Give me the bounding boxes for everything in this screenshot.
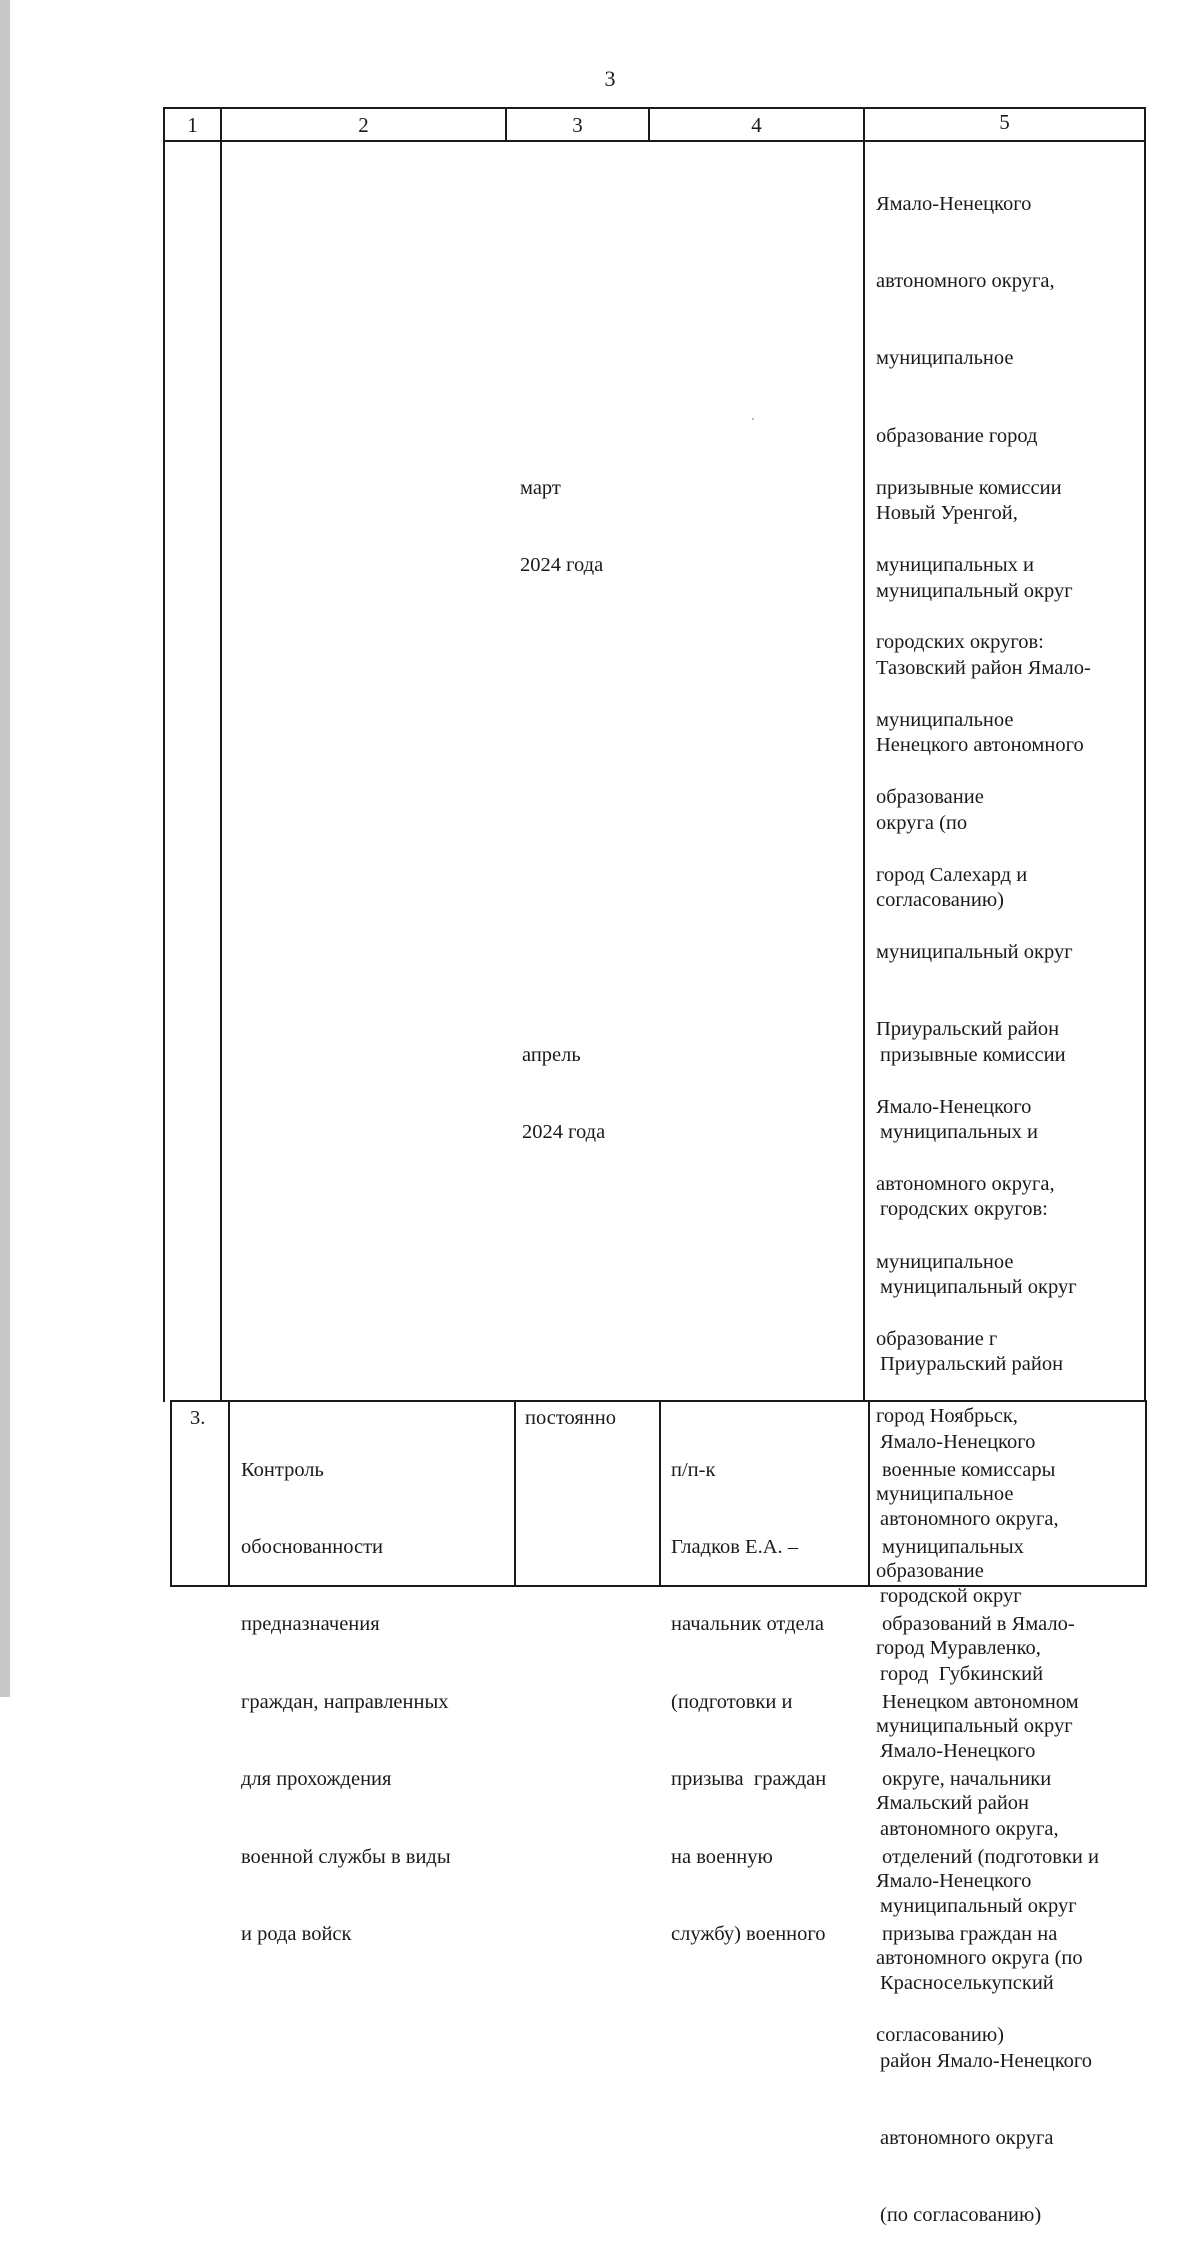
cell-line: образование: [876, 1560, 984, 1583]
march-date-cell: [520, 424, 603, 605]
cell-line: Ямальский район: [876, 1792, 1030, 1815]
cell-line: муниципальный округ: [880, 1894, 1077, 1917]
header-col-5: 5: [999, 110, 1010, 134]
cell-line: призыва граждан на: [882, 1922, 1058, 1945]
cell-line: начальник отдела: [671, 1613, 824, 1636]
cell-line: автономного округа (по: [876, 1947, 1083, 1970]
cell-line: округе, начальники: [882, 1768, 1052, 1791]
cell-line: Ямало-Ненецкого: [876, 192, 1032, 215]
cell-line: городских округов:: [880, 1198, 1048, 1221]
cell-line: призыва граждан: [671, 1768, 827, 1791]
cell-line: муниципальное: [876, 347, 1014, 370]
col-border-1-2: [220, 107, 222, 1402]
april-date-cell: [522, 991, 605, 1172]
cell-line: муниципальных: [882, 1535, 1024, 1558]
cell-line: Красноселькупский: [880, 1972, 1054, 1995]
cell-line: предназначения: [241, 1613, 380, 1636]
cell-line: муниципальный округ: [880, 1275, 1077, 1298]
table-top-border: [163, 107, 1145, 109]
cell-line: город Ноябрьск,: [876, 1405, 1018, 1428]
row3-border-1-2: [228, 1400, 230, 1587]
row3-activity-cell: [241, 1406, 451, 1974]
cell-line: военной службы в виды: [241, 1845, 451, 1868]
cell-line: призывные комиссии: [880, 1043, 1066, 1066]
date-year: 2024 года: [522, 1120, 606, 1143]
cell-line: согласованию): [876, 2024, 1004, 2047]
row3-number-cell: 3.: [190, 1407, 206, 1429]
cell-line: муниципальных и: [880, 1120, 1039, 1143]
cell-line: Новый Уренгой,: [876, 502, 1018, 525]
row3-executor-cell: [671, 1406, 826, 1974]
cell-line: Ямало-Ненецкого: [876, 1095, 1032, 1118]
cell-line: Контроль: [241, 1458, 324, 1481]
cell-line: Ямало-Ненецкого: [876, 1869, 1032, 1892]
cell-line: (по согласованию): [880, 2204, 1042, 2227]
cell-line: образование: [876, 786, 984, 809]
header-col-1: 1: [187, 113, 198, 137]
page-number: 3: [604, 66, 616, 91]
header-col-3: 3: [572, 113, 583, 137]
cell-line: Гладков Е.А. –: [671, 1535, 798, 1558]
cell-line: отделений (подготовки и: [882, 1845, 1099, 1868]
row3-border-2-3: [514, 1400, 516, 1587]
cell-line: муниципальное: [876, 1482, 1014, 1505]
row3-deadline-cell: постоянно: [525, 1407, 616, 1429]
cell-line: город Салехард и: [876, 863, 1028, 886]
cell-line: автономного округа,: [876, 269, 1055, 292]
cell-line: Тазовский район Ямало-: [876, 656, 1091, 679]
cell-line: обоснованности: [241, 1535, 383, 1558]
cell-line: Ненецкого автономного: [876, 734, 1084, 757]
scan-edge-strip: [0, 0, 10, 1697]
cell-line: военные комиссары: [882, 1458, 1056, 1481]
row3-border-right: [1145, 1400, 1147, 1587]
col-border-right: [1144, 107, 1146, 1402]
cell-line: образований в Ямало-: [882, 1613, 1075, 1636]
row3-border-4-5: [868, 1400, 870, 1587]
col-border-left: [163, 107, 165, 1402]
cell-line: Приуральский район: [876, 1018, 1060, 1041]
cell-line: город Губкинский: [880, 1662, 1044, 1685]
cell-line: Ямало-Ненецкого: [880, 1430, 1036, 1453]
cell-line: муниципальный округ: [876, 1714, 1073, 1737]
cell-line: п/п-к: [671, 1458, 716, 1481]
date-month: март: [520, 476, 561, 499]
cell-line: граждан, направленных: [241, 1690, 449, 1713]
cell-line: автономного округа: [880, 2127, 1054, 2150]
cell-line: службу) военного: [671, 1922, 826, 1945]
cell-line: Приуральский район: [880, 1353, 1064, 1376]
cell-line: городских округов:: [876, 631, 1044, 654]
row3-responsible-cell: [882, 1406, 1099, 1974]
col-border-4-5: [863, 107, 865, 1402]
cell-line: согласованию): [876, 889, 1004, 912]
cell-line: округа (по: [876, 811, 968, 834]
cell-line: город Муравленко,: [876, 1637, 1041, 1660]
cell-line: образование г: [876, 1327, 998, 1350]
cell-line: муниципальный округ: [876, 579, 1073, 602]
row3-border-left: [170, 1400, 172, 1587]
cell-line: для прохождения: [241, 1768, 392, 1791]
cell-line: образование город: [876, 424, 1038, 447]
cell-line: Ямало-Ненецкого: [880, 1740, 1036, 1763]
cell-line: автономного округа,: [876, 1173, 1055, 1196]
header-col-2: 2: [358, 113, 369, 137]
cell-line: муниципальный округ: [876, 940, 1073, 963]
cell-line: (подготовки и: [671, 1690, 793, 1713]
cell-line: и рода войск: [241, 1922, 352, 1945]
cell-line: муниципальных и: [876, 553, 1035, 576]
header-col-4: 4: [751, 113, 762, 137]
cell-line: на военную: [671, 1845, 773, 1868]
cell-line: городской округ: [880, 1585, 1022, 1608]
row3-border-3-4: [659, 1400, 661, 1587]
date-month: апрель: [522, 1043, 581, 1066]
cell-line: Ненецком автономном: [882, 1690, 1079, 1713]
scan-speck: [752, 418, 754, 420]
date-year: 2024 года: [520, 553, 604, 576]
cell-line: муниципальное: [876, 708, 1014, 731]
cell-line: призывные комиссии: [876, 476, 1062, 499]
cell-line: район Ямало-Ненецкого: [880, 2049, 1093, 2072]
cell-line: автономного округа,: [880, 1817, 1059, 1840]
cell-line: муниципальное: [876, 1250, 1014, 1273]
cell-line: автономного округа,: [880, 1507, 1059, 1530]
